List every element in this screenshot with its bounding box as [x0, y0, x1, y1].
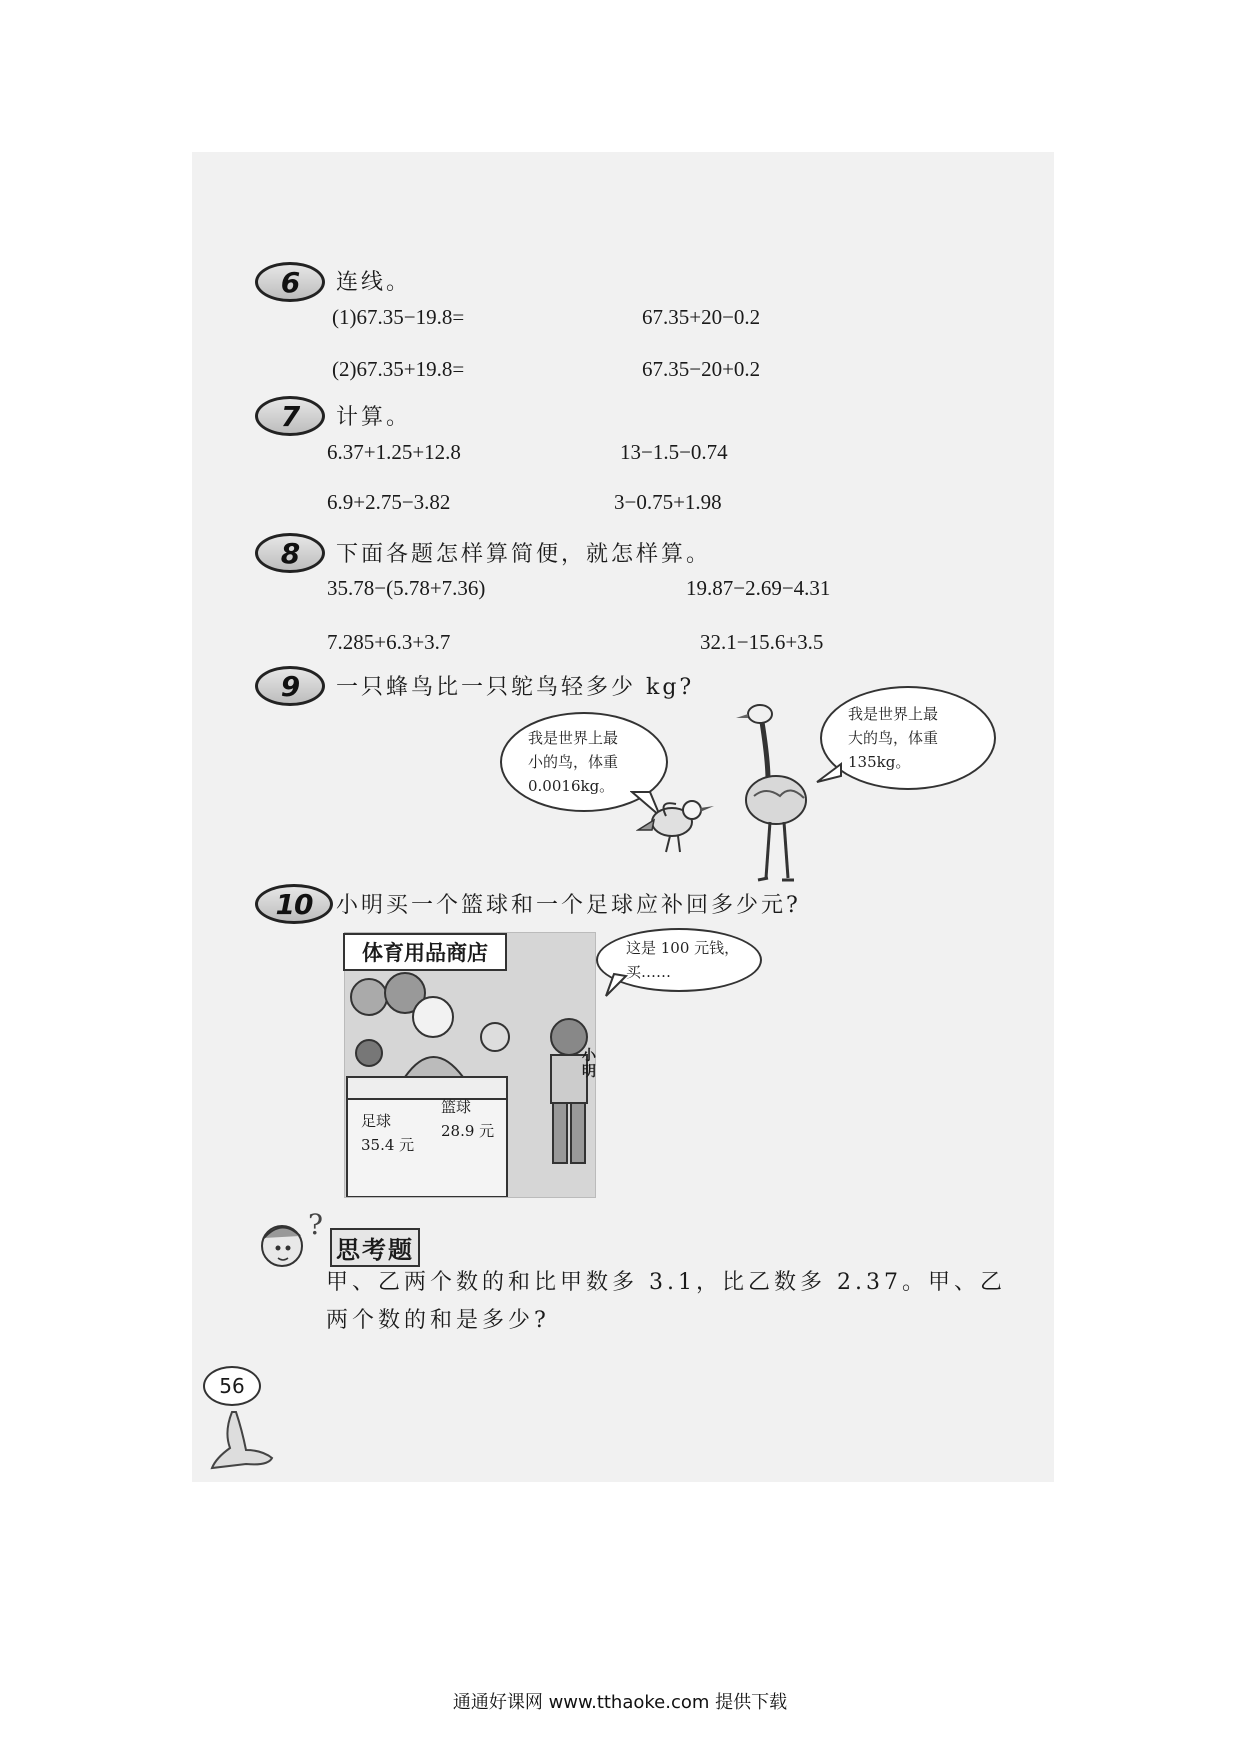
q8-expr-3: 7.285+6.3+3.7 — [327, 630, 451, 654]
q7-expr-1: 6.37+1.25+12.8 — [327, 440, 461, 464]
football-label: 足球 — [361, 1112, 392, 1130]
q7-expr-2: 13−1.5−0.74 — [620, 440, 728, 464]
svg-text:?: ? — [308, 1210, 324, 1241]
big-bird-line-1: 我是世界上最 — [848, 705, 939, 723]
basketball-price: 28.9 元 — [441, 1122, 495, 1140]
q7-expr-4: 3−0.75+1.98 — [614, 490, 722, 514]
q6-left-1: (1)67.35−19.8= — [332, 305, 465, 329]
big-bird-line-3: 135kg。 — [848, 753, 911, 771]
big-bird-line-2: 大的鸟，体重 — [848, 729, 939, 747]
store-sign-text: 体育用品商店 — [362, 941, 488, 965]
question-6-title: 连线。 — [336, 270, 412, 295]
football-price-tag — [361, 1109, 414, 1157]
footer-credit: 通通好课网 www.tthaoke.com 提供下载 — [452, 1692, 788, 1713]
speech-line-1: 这是 100 元钱， — [626, 939, 740, 957]
hummingbird-illustration — [636, 790, 716, 860]
basketball-label: 篮球 — [441, 1098, 472, 1116]
basketball-price-tag — [441, 1095, 494, 1143]
boy-name-label: 小明 — [582, 1048, 596, 1080]
q6-right-1: 67.35+20−0.2 — [642, 305, 761, 329]
q6-right-2: 67.35−20+0.2 — [642, 357, 761, 381]
q8-expr-2: 19.87−2.69−4.31 — [686, 576, 831, 600]
question-8-badge: 8 — [255, 533, 325, 573]
page-number: 56 — [203, 1366, 261, 1406]
small-bird-line-1: 我是世界上最 — [528, 729, 619, 747]
think-question-text: 甲、乙两个数的和比甲数多 3.1，比乙数多 2.37。甲、乙两个数的和是多少? — [326, 1270, 1006, 1333]
speech-line-2: 买…… — [626, 963, 672, 981]
boy-bubble-tail — [604, 972, 634, 998]
store-illustration — [345, 967, 595, 1197]
thinking-character-icon — [256, 1210, 336, 1276]
small-bird-line-3: 0.0016kg。 — [528, 777, 615, 795]
think-question-label: 思考题 — [330, 1228, 420, 1267]
q8-expr-4: 32.1−15.6+3.5 — [700, 630, 824, 654]
question-6-badge: 6 — [255, 262, 325, 302]
q7-expr-3: 6.9+2.75−3.82 — [327, 490, 451, 514]
store-sign — [343, 933, 507, 971]
question-7-title: 计算。 — [336, 405, 412, 430]
question-9-title: 一只蜂鸟比一只鸵鸟轻多少 kg? — [336, 675, 695, 700]
question-10-badge: 10 — [255, 884, 333, 924]
question-10-title: 小明买一个篮球和一个足球应补回多少元? — [336, 893, 801, 918]
question-9-badge: 9 — [255, 666, 325, 706]
seal-mascot-icon — [206, 1406, 276, 1474]
q6-left-2: (2)67.35+19.8= — [332, 357, 465, 381]
small-bird-line-2: 小的鸟，体重 — [528, 753, 619, 771]
football-price: 35.4 元 — [361, 1136, 415, 1154]
sports-store-scene — [344, 932, 596, 1198]
ostrich-illustration — [728, 700, 828, 890]
question-8-title: 下面各题怎样算简便，就怎样算。 — [336, 542, 712, 567]
ostrich-speech-bubble — [820, 686, 996, 790]
q8-expr-1: 35.78−(5.78+7.36) — [327, 576, 486, 600]
question-7-badge: 7 — [255, 396, 325, 436]
